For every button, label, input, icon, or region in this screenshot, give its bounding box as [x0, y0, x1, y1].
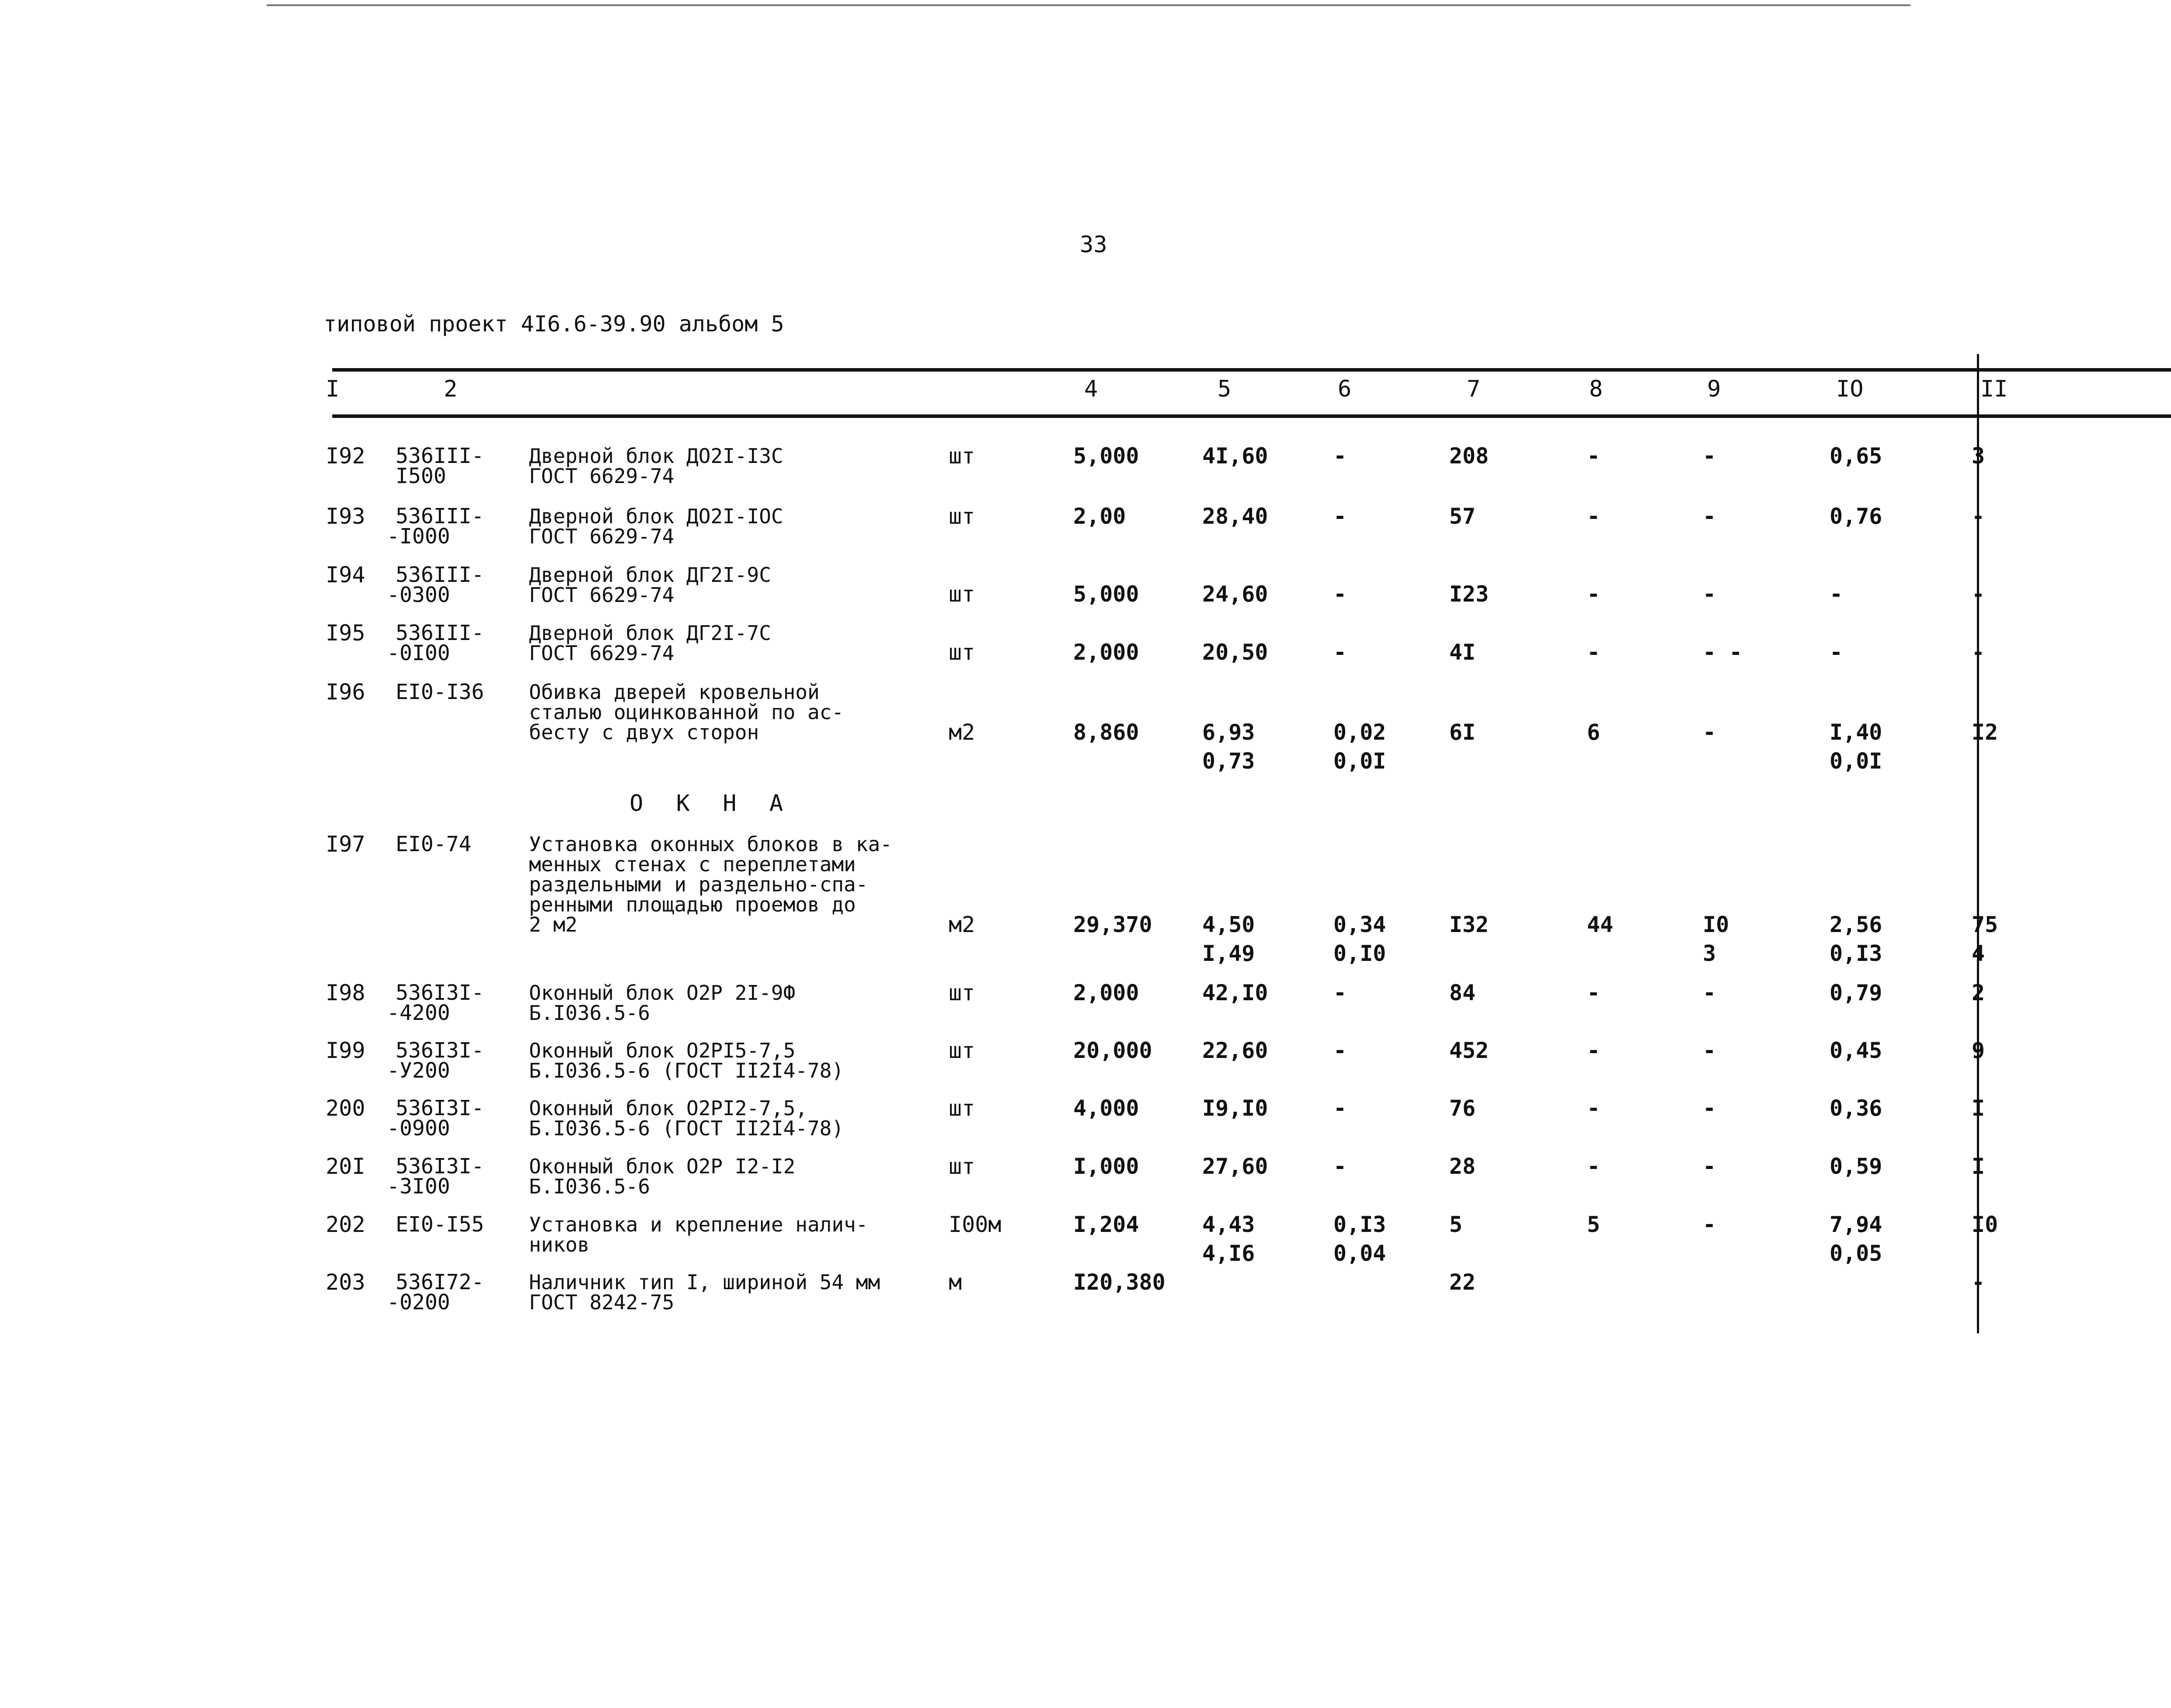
resource-code-line: -0200	[387, 1290, 450, 1315]
col8-value: -	[1587, 581, 1600, 607]
col7-value: I23	[1449, 581, 1489, 607]
resource-code-line: ЕI0-74	[396, 832, 472, 856]
unit-of-measure: I00м	[949, 1212, 1002, 1237]
resource-code-line: ЕI0-I36	[396, 680, 484, 704]
resource-code-line: -0900	[387, 1116, 450, 1141]
col8-value: -	[1587, 504, 1600, 529]
row-number: I98	[326, 980, 365, 1005]
col6-value: -	[1333, 640, 1347, 665]
col9-value: I0	[1703, 912, 1729, 937]
col-header-2: 2	[444, 376, 458, 402]
resource-code-line: -У200	[387, 1058, 450, 1083]
col5-value: 22,60	[1202, 1038, 1268, 1063]
col10-value: 0,36	[1830, 1096, 1882, 1121]
col8-value: -	[1587, 1154, 1600, 1179]
col9-value: -	[1703, 581, 1716, 607]
col7-value: 452	[1449, 1038, 1489, 1063]
header-top-rule	[332, 368, 2171, 372]
col9-value: -	[1703, 504, 1716, 529]
description-line: Б.I036.5-6 (ГОСТ II2I4-78)	[529, 1117, 844, 1140]
col8-value: -	[1587, 640, 1600, 665]
quantity-value: I,204	[1073, 1212, 1139, 1237]
row-number: I95	[326, 620, 365, 646]
col11-value: -	[1972, 581, 1985, 607]
col6-value: 0,I3	[1333, 1212, 1386, 1237]
col11-value: 75	[1972, 912, 1998, 937]
col6-value: -	[1333, 1096, 1347, 1121]
description-line: Дверной блок ДГ2I-9С	[529, 563, 771, 587]
top-border-line	[267, 4, 1910, 6]
col7-value: 76	[1449, 1096, 1476, 1121]
col11-value: 9	[1972, 1038, 1985, 1063]
col7-value: 28	[1449, 1154, 1476, 1179]
col-header-9: 9	[1707, 376, 1721, 402]
col7-value: 4I	[1449, 640, 1476, 665]
quantity-value: 5,000	[1073, 443, 1139, 469]
description-line: ников	[529, 1233, 590, 1256]
col-header-1: I	[326, 376, 340, 402]
page-number: 33	[1080, 232, 1107, 258]
unit-of-measure: шт	[949, 443, 975, 469]
col10-value: 0,I3	[1830, 941, 1882, 966]
col10-value: 2,56	[1830, 912, 1882, 937]
col-header-5: 5	[1218, 376, 1232, 402]
col6-value: -	[1333, 1038, 1347, 1063]
unit-of-measure: шт	[949, 1038, 975, 1063]
description-line: Установка и крепление налич-	[529, 1213, 868, 1236]
col5-value: 4,I6	[1202, 1241, 1255, 1266]
resource-code-line: -0300	[387, 583, 450, 607]
resource-code-line: 536III-	[396, 621, 484, 645]
col11-value: I	[1972, 1096, 1985, 1121]
col11-value: -	[1972, 640, 1985, 665]
col5-value: 4,50	[1202, 912, 1255, 937]
description-line: ГОСТ 6629-74	[529, 583, 675, 607]
col5-value: 28,40	[1202, 504, 1268, 529]
description-line: Оконный блок О2Р I2-I2	[529, 1155, 796, 1178]
resource-code-line: 536I72-	[396, 1270, 484, 1294]
col5-value: 20,50	[1202, 640, 1268, 665]
col-header-11: II	[1980, 376, 2008, 402]
unit-of-measure: шт	[949, 1154, 975, 1179]
col7-value: I32	[1449, 912, 1489, 937]
col11-value: 3	[1972, 443, 1985, 469]
row-number: I94	[326, 562, 365, 588]
col5-value: 6,93	[1202, 720, 1255, 745]
col8-value: 6	[1587, 720, 1600, 745]
quantity-value: 2,00	[1073, 504, 1126, 529]
resource-code-line: ЕI0-I55	[396, 1212, 484, 1237]
quantity-value: 29,370	[1073, 912, 1152, 937]
description-line: 2 м2	[529, 913, 578, 936]
col6-value: 0,I0	[1333, 941, 1386, 966]
resource-code-line: -I000	[387, 524, 450, 549]
description-line: раздельными и раздельно-спа-	[529, 873, 868, 896]
row-number: I99	[326, 1038, 365, 1063]
col6-value: 0,0I	[1333, 748, 1386, 774]
col11-value: -	[1972, 1270, 1985, 1295]
col-header-7: 7	[1467, 376, 1481, 402]
col6-value: -	[1333, 504, 1347, 529]
quantity-value: I,000	[1073, 1154, 1139, 1179]
col7-value: 208	[1449, 443, 1489, 469]
col11-value: I0	[1972, 1212, 1998, 1237]
unit-of-measure: м	[949, 1270, 962, 1295]
col5-value: I9,I0	[1202, 1096, 1268, 1121]
description-line: сталью оцинкованной по ас-	[529, 700, 844, 724]
col9-value: -	[1703, 980, 1716, 1005]
description-line: ГОСТ 6629-74	[529, 525, 675, 548]
description-line: Наличник тип I, шириной 54 мм	[529, 1270, 880, 1294]
quantity-value: 5,000	[1073, 581, 1139, 607]
col5-value: 4I,60	[1202, 443, 1268, 469]
col5-value: 4,43	[1202, 1212, 1255, 1237]
resource-code-line: -0I00	[387, 641, 450, 665]
col10-value: 0,79	[1830, 980, 1882, 1005]
col-header-4: 4	[1084, 376, 1098, 402]
description-line: Оконный блок О2РI5-7,5	[529, 1039, 796, 1062]
description-line: Б.I036.5-6	[529, 1001, 650, 1025]
description-line: Дверной блок ДО2I-IОС	[529, 504, 783, 528]
col7-value: 5	[1449, 1212, 1463, 1237]
description-line: Б.I036.5-6 (ГОСТ II2I4-78)	[529, 1059, 844, 1082]
col9-value: -	[1703, 1038, 1716, 1063]
col9-value: -	[1703, 1154, 1716, 1179]
unit-of-measure: м2	[949, 912, 975, 937]
col11-value: 2	[1972, 980, 1985, 1005]
unit-of-measure: шт	[949, 980, 975, 1005]
col6-value: 0,04	[1333, 1241, 1386, 1266]
quantity-value: 20,000	[1073, 1038, 1152, 1063]
description-line: Б.I036.5-6	[529, 1175, 650, 1198]
col-header-10: IO	[1836, 376, 1864, 402]
quantity-value: 8,860	[1073, 720, 1139, 745]
col10-value: 0,0I	[1830, 748, 1882, 774]
col11-value: I2	[1972, 720, 1998, 745]
row-number: 202	[326, 1212, 365, 1237]
col7-value: 57	[1449, 504, 1476, 529]
col5-value: 27,60	[1202, 1154, 1268, 1179]
col6-value: -	[1333, 581, 1347, 607]
resource-code-line: -3I00	[387, 1174, 450, 1199]
description-line: ГОСТ 6629-74	[529, 641, 675, 665]
resource-code-line: 536I3I-	[396, 1096, 484, 1120]
col11-value: 4	[1972, 941, 1985, 966]
section-title-windows: О К Н А	[630, 790, 793, 817]
col10-value: -	[1830, 640, 1843, 665]
col10-value: 0,76	[1830, 504, 1882, 529]
col5-value: 24,60	[1202, 581, 1268, 607]
col6-value: -	[1333, 1154, 1347, 1179]
col10-value: -	[1830, 581, 1843, 607]
unit-of-measure: шт	[949, 1096, 975, 1121]
col9-value: - -	[1703, 640, 1743, 665]
unit-of-measure: шт	[949, 581, 975, 607]
resource-code-line: -4200	[387, 1001, 450, 1025]
header-bottom-rule	[332, 414, 2171, 418]
column-11-divider	[1977, 354, 1979, 1333]
description-line: Оконный блок О2РI2-7,5,	[529, 1096, 807, 1120]
quantity-value: 2,000	[1073, 980, 1139, 1005]
col5-value: I,49	[1202, 941, 1255, 966]
col10-value: 0,05	[1830, 1241, 1882, 1266]
col-header-8: 8	[1589, 376, 1603, 402]
quantity-value: 2,000	[1073, 640, 1139, 665]
description-line: Оконный блок О2Р 2I-9Ф	[529, 981, 796, 1005]
col6-value: -	[1333, 980, 1347, 1005]
row-number: I92	[326, 443, 365, 469]
col11-value: I	[1972, 1154, 1985, 1179]
description-line: Дверной блок ДГ2I-7С	[529, 621, 771, 645]
row-number: I93	[326, 504, 365, 529]
col7-value: 84	[1449, 980, 1476, 1005]
row-number: 200	[326, 1096, 365, 1121]
col11-value: -	[1972, 504, 1985, 529]
col10-value: 0,45	[1830, 1038, 1882, 1063]
col10-value: 7,94	[1830, 1212, 1882, 1237]
col6-value: -	[1333, 443, 1347, 469]
col7-value: 6I	[1449, 720, 1476, 745]
col10-value: I,40	[1830, 720, 1882, 745]
description-line: ренными площадью проемов до	[529, 893, 856, 916]
description-line: бесту с двух сторон	[529, 720, 759, 744]
resource-code-line: 536I3I-	[396, 1154, 484, 1179]
col8-value: -	[1587, 1038, 1600, 1063]
col8-value: 44	[1587, 912, 1614, 937]
col5-value: 42,I0	[1202, 980, 1268, 1005]
col-header-6: 6	[1338, 376, 1352, 402]
resource-code-line: 536III-	[396, 444, 484, 468]
col8-value: -	[1587, 1096, 1600, 1121]
col10-value: 0,59	[1830, 1154, 1882, 1179]
col9-value: 3	[1703, 941, 1716, 966]
quantity-value: 4,000	[1073, 1096, 1139, 1121]
description-line: ГОСТ 8242-75	[529, 1291, 675, 1314]
row-number: I96	[326, 679, 365, 705]
col9-value: -	[1703, 1212, 1716, 1237]
resource-code-line: 536III-	[396, 504, 484, 529]
col8-value: 5	[1587, 1212, 1600, 1237]
resource-code-line: 536III-	[396, 563, 484, 587]
col9-value: -	[1703, 443, 1716, 469]
description-line: Обивка дверей кровельной	[529, 680, 820, 704]
col6-value: 0,34	[1333, 912, 1386, 937]
col7-value: 22	[1449, 1270, 1476, 1295]
col5-value: 0,73	[1202, 748, 1255, 774]
row-number: 20I	[326, 1154, 365, 1179]
col10-value: 0,65	[1830, 443, 1882, 469]
description-line: Дверной блок ДО2I-I3С	[529, 444, 783, 468]
resource-code-line: I500	[396, 464, 446, 488]
unit-of-measure: м2	[949, 720, 975, 745]
col6-value: 0,02	[1333, 720, 1386, 745]
description-line: Установка оконных блоков в ка-	[529, 832, 892, 856]
unit-of-measure: шт	[949, 504, 975, 529]
col9-value: -	[1703, 720, 1716, 745]
description-line: ГОСТ 6629-74	[529, 464, 675, 488]
quantity-value: I20,380	[1073, 1270, 1166, 1295]
row-number: 203	[326, 1270, 365, 1295]
resource-code-line: 536I3I-	[396, 1038, 484, 1063]
row-number: I97	[326, 831, 365, 857]
description-line: менных стенах с переплетами	[529, 852, 856, 876]
col8-value: -	[1587, 980, 1600, 1005]
resource-code-line: 536I3I-	[396, 981, 484, 1005]
unit-of-measure: шт	[949, 640, 975, 665]
col9-value: -	[1703, 1096, 1716, 1121]
col8-value: -	[1587, 443, 1600, 469]
document-subtitle: типовой проект 4I6.6-39.90 альбом 5	[324, 311, 784, 337]
